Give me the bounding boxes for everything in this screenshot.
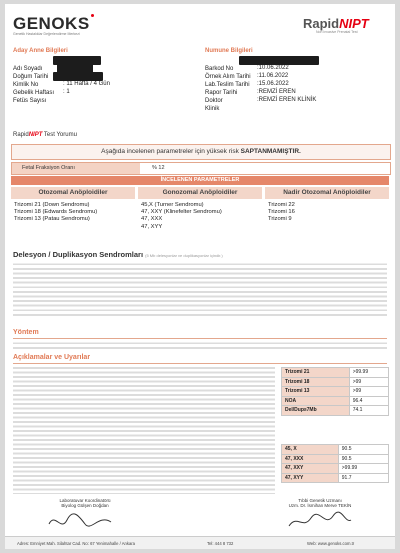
rapid-nipt-logo: RapidNIPT — [303, 16, 369, 31]
sample-section-title: Numune Bilgileri — [205, 48, 253, 54]
list-item: Trizomi 13 (Patau Sendromu) — [14, 216, 90, 223]
genoks-subtitle: Genetik Hastalıklar Değerlendirme Merkezi — [13, 32, 80, 36]
risk-table: Trizomi 21 >99.99 Trizomi 18 >99 Trizomi 13 >99 NOA 96.4 Del/Dup≥7Mb 74.1 — [281, 367, 389, 416]
parameters-title: İNCELENEN PARAMETRELER — [11, 176, 389, 185]
notes-title: Açıklamalar ve Uyarılar — [13, 354, 91, 361]
redacted-id — [53, 72, 103, 81]
deletion-syndrome-list — [13, 262, 387, 326]
list-item: Trizomi 21 (Down Sendromu) — [14, 202, 90, 208]
footer: Adres: Emniyet Mah. Silahtar Cad. No: 67 Yenimahalle / Ankara Tel: 444 8 732 Web: www.genoks.com.tr — [5, 536, 395, 549]
signature-left — [45, 510, 115, 532]
report-page — [5, 4, 395, 549]
list-item: 45,X (Turner Sendromu) — [141, 202, 204, 208]
genoks-logo: GENOKS — [13, 14, 94, 34]
list-item: Trizomi 9 — [268, 216, 292, 223]
patient-section-title: Aday Anne Bilgileri — [13, 48, 68, 54]
fetal-fraction-row: Fetal Fraksiyon Oranı % 12 — [11, 162, 391, 175]
list-item: 47, XXY (Klinefelter Sendromu) — [141, 209, 222, 216]
list-item: Trizomi 16 — [268, 209, 295, 216]
notes-text — [13, 366, 275, 494]
list-item: Trizomi 22 — [268, 202, 295, 208]
divider — [13, 338, 387, 339]
method-title: Yöntem — [13, 329, 39, 336]
rapid-nipt-subtitle: Non Invasive Prenatal Test — [316, 30, 358, 34]
divider — [13, 363, 387, 364]
redacted-barcode — [239, 56, 319, 65]
signature-right-label: Tıbbi Genetik Uzmanı Uzm. Dr. İsmihan Merve TEKİN — [288, 498, 352, 508]
list-item: 47, XXX — [141, 216, 163, 223]
gonosomal-group: Gonozomal Anöploidiler 45,X (Turner Sendromu) 47, XXY (Klinefelter Sendromu) 47, XXX 47, XYY — [138, 187, 262, 231]
test-comment-label: RapidNIPT Test Yorumu — [13, 132, 77, 138]
list-item: Trizomi 18 (Edwards Sendromu) — [14, 209, 98, 216]
autosomal-group: Otozomal Anöploidiler Trizomi 21 (Down Sendromu) Trizomi 18 (Edwards Sendromu) Trizomi 13 (Patau Sendromu) — [11, 187, 135, 224]
rare-autosomal-group: Nadir Otozomal Anöploidiler Trizomi 22 Trizomi 16 Trizomi 9 — [265, 187, 389, 224]
signature-left-label: Laboratuvar Koordinatörü Biyolog Gülşen Doğdan — [59, 498, 111, 508]
sample-info: Barkod No Örnek Alım Tarihi :10.06.2022 Lab.Teslim Tarihi :11.06.2022 Rapor Tarihi :15.06.2022 Doktor :REMZİ EREN Klinik :REMZİ EREN KLİNİK — [205, 57, 390, 105]
risk-table-2: 45, X 90.5 47, XXX 90.5 47, XXY >99.99 47, XYY 91.7 — [281, 444, 389, 483]
signature-right — [285, 510, 355, 532]
list-item: 47, XYY — [141, 223, 163, 230]
patient-info: Adı Soyadı Doğum Tarihi Kimlik No Gebelik Haftası : 11 Hafta / 4 Gün Fetüs Sayısı : 1 — [13, 57, 193, 97]
method-text — [13, 341, 387, 349]
result-banner: Aşağıda incelenen parametreler için yüksek risk SAPTANMAMIŞTIR. — [11, 144, 391, 160]
deletion-title: Delesyon / Duplikasyon Sendromları (5 Mb delesyonlar ve duplikasyonlar içindir.) — [13, 250, 223, 259]
